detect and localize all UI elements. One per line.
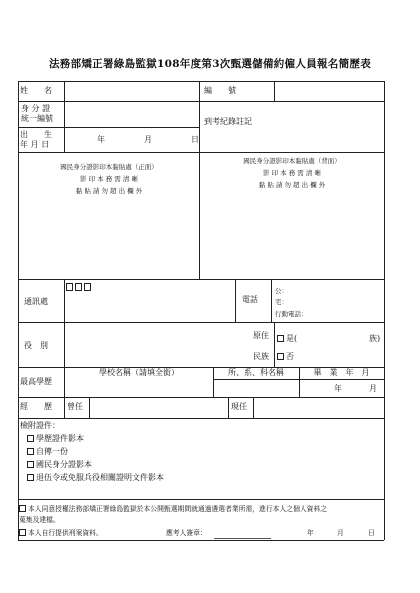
id-back-note-1: 國民身分證影印本黏貼處（背面） [243,157,341,165]
signature-year: 年 [307,529,314,537]
military-label: 役 別 [24,341,48,350]
phone-label: 電話 [242,295,258,304]
document-label: 退伍令或免服兵役相關證明文件影本 [36,473,164,482]
grad-month: 月 [369,384,377,393]
aboriginal-label-2: 民族 [253,352,269,361]
id-front-note-2: 影 印 本 務 需 清 晰 [80,175,138,183]
document-item[interactable] [27,460,92,470]
signature-month: 月 [337,529,344,537]
signature-day: 日 [368,529,375,537]
criminal-record-checkbox[interactable] [19,529,26,536]
name-label: 姓 名 [20,86,52,95]
grad-year: 年 [334,384,342,393]
education-label: 最高學歷 [20,377,52,386]
id-back-note-3: 黏 貼 請 勿 超 出 欄 外 [258,181,326,189]
grad-date-header: 畢 業 年 月 [313,368,370,377]
birth-year: 年 [97,135,105,144]
id-front-note-3: 黏 貼 請 勿 超 出 欄 外 [75,187,143,195]
consent-option[interactable] [19,505,327,513]
exam-record-label: 到考紀錄註記 [204,117,252,126]
aboriginal-yes-option[interactable] [277,334,297,344]
experience-label: 經 歷 [20,402,52,411]
signature-label: 應考人簽章： [166,529,207,537]
id-label-line2: 統一編號 [21,114,53,123]
phone-mobile-label: 行動電話： [275,310,308,318]
prev-job-label: 曾任 [67,402,83,411]
document-item[interactable] [27,473,164,483]
aboriginal-no-checkbox[interactable] [277,353,284,360]
document-checkbox[interactable] [27,461,34,468]
criminal-record-option[interactable] [19,529,103,537]
document-checkbox[interactable] [27,474,34,481]
id-label-line1: 身 分 證 [21,104,51,113]
consent-text-2: 蒐集及建檔。 [19,516,60,524]
consent-checkbox[interactable] [19,505,26,512]
id-back-note-2: 影 印 本 務 需 清 晰 [263,169,321,177]
dept-header: 所、系、科名稱 [228,368,284,377]
document-label: 學歷證件影本 [36,434,84,443]
aboriginal-yes-label: 是( [286,334,298,343]
postal-code-box-1[interactable] [66,283,73,291]
aboriginal-yes-checkbox[interactable] [277,335,284,342]
postal-code-box-3[interactable] [84,283,91,291]
birth-label-line1: 出 生 [20,130,52,139]
phone-home-label: 宅： [275,298,288,306]
document-label: 自傳一份 [36,447,68,456]
birth-label-line2: 年 月 日 [20,140,50,149]
tribe-suffix: 族) [369,334,381,343]
document-label: 國民身分證影本 [36,460,92,469]
current-job-label: 現任 [231,402,247,411]
consent-text: 本人同意授權法務部矯正署綠島監獄於本公開甄選期間就通過遴選者業所需，進行本人之個人資料之 [28,505,328,513]
form-title: 法務部矯正署綠島監獄108年度第3次甄選儲備約僱人員報名簡歷表 [48,58,372,70]
document-checkbox[interactable] [27,448,34,455]
id-front-note-1: 國民身分證影印本黏貼處（正面） [60,163,158,171]
address-label: 通訊處 [24,297,48,306]
document-item[interactable] [27,447,68,457]
aboriginal-no-label: 否 [286,352,294,361]
criminal-record-text: 本人自行提供刑案資料。 [28,529,103,537]
document-checkbox[interactable] [27,435,34,442]
signature-line[interactable] [214,538,271,539]
school-name-header: 學校名稱（請填全銜） [99,368,179,377]
document-item[interactable] [27,434,84,444]
aboriginal-no-option[interactable] [277,352,294,362]
postal-code-box-2[interactable] [75,283,82,291]
birth-day: 日 [191,135,199,144]
birth-month: 月 [144,135,152,144]
serial-label: 編 號 [204,86,236,95]
phone-office-label: 公： [275,287,288,295]
aboriginal-label-1: 原住 [253,331,269,340]
documents-title: 檢附證件： [20,421,60,430]
